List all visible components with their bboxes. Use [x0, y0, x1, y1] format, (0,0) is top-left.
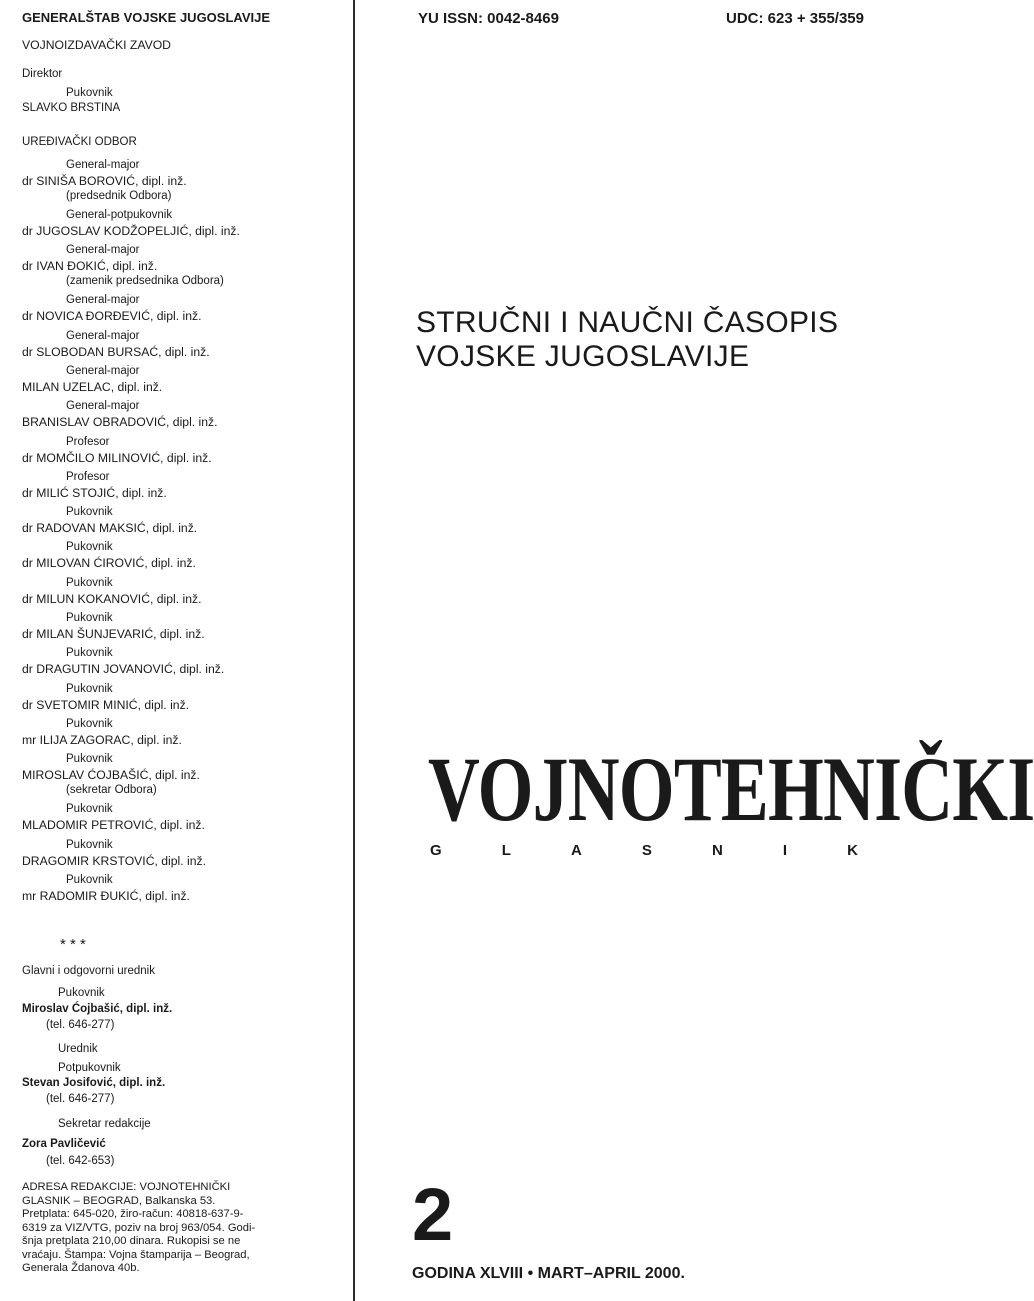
board-member-name: dr DRAGUTIN JOVANOVIĆ, dipl. inž.: [22, 662, 225, 677]
board-member-rank: Pukovnik: [66, 717, 113, 730]
issn-label: YU ISSN: 0042-8469: [418, 10, 559, 27]
masthead-subtitle-letter: K: [847, 842, 858, 859]
secretary-name: Zora Pavličević: [22, 1138, 106, 1150]
board-member-rank: Profesor: [66, 470, 110, 483]
editor-phone: (tel. 646-277): [46, 1093, 115, 1105]
board-member-name: dr SVETOMIR MINIĆ, dipl. inž.: [22, 697, 190, 712]
address-line: 6319 za VIZ/VTG, poziv na broj 963/054. Godi-: [22, 1221, 256, 1234]
board-member-rank: Pukovnik: [66, 506, 113, 519]
masthead-subtitle-letter: S: [641, 842, 652, 859]
board-member-name: dr JUGOSLAV KODŽOPELJIĆ, dipl. inž.: [22, 224, 240, 238]
board-member-name: MIROSLAV ĆOJBAŠIĆ, dipl. inž.: [22, 768, 200, 783]
board-member-note: (sekretar Odbora): [66, 784, 157, 797]
board-member-rank: Pukovnik: [66, 753, 113, 766]
udc-label: UDC: 623 + 355/359: [725, 10, 864, 27]
board-member-name: dr MILIĆ STOJIĆ, dipl. inž.: [22, 485, 167, 500]
editor-label: Urednik: [58, 1043, 98, 1055]
board-member-rank: Pukovnik: [66, 838, 113, 851]
address-block: [22, 1181, 255, 1276]
issue-number: 2: [412, 1173, 454, 1256]
board-member-rank: General-major: [66, 400, 140, 413]
board-member-name: dr RADOVAN MAKSIĆ, dipl. inž.: [22, 521, 198, 536]
masthead-subtitle-letter: G: [430, 842, 442, 859]
masthead-subtitle-letter: I: [782, 842, 788, 859]
board-member-note: (zamenik predsednika Odbora): [66, 275, 224, 288]
chief-editor-phone: (tel. 646-277): [46, 1019, 115, 1031]
separator-stars: * * *: [60, 936, 86, 953]
board-member-name: dr IVAN ĐOKIĆ, dipl. inž.: [22, 259, 158, 274]
masthead-subtitle: [430, 842, 858, 859]
board-member-rank: Pukovnik: [66, 541, 113, 554]
board-member-rank: General-major: [66, 294, 140, 307]
board-member-rank: General-major: [66, 159, 140, 171]
board-heading: UREĐIVAČKI ODBOR: [22, 136, 137, 148]
chief-editor-label: Glavni i odgovorni urednik: [22, 965, 155, 977]
masthead-subtitle-letter: A: [570, 842, 582, 859]
address-line: Generala Ždanova 40b.: [22, 1262, 140, 1274]
address-line: ADRESA REDAKCIJE: VOJNOTEHNIČKI: [22, 1181, 231, 1193]
board-member-name: MILAN UZELAC, dipl. inž.: [22, 379, 163, 394]
board-member-rank: Pukovnik: [66, 803, 113, 816]
director-rank: Pukovnik: [66, 87, 113, 99]
address-line: Pretplata: 645-020, žiro-račun: 40818-637-9-: [22, 1208, 244, 1220]
board-member-name: dr SINIŠA BOROVIĆ, dipl. inž.: [22, 174, 187, 188]
issue-date-line: GODINA XLVIII • MART–APRIL 2000.: [412, 1265, 685, 1282]
board-member-name: MLADOMIR PETROVIĆ, dipl. inž.: [22, 818, 205, 833]
director-name: SLAVKO BRSTINA: [22, 102, 121, 114]
address-line: GLASNIK – BEOGRAD, Balkanska 53.: [22, 1194, 216, 1207]
board-member-name: dr MILAN ŠUNJEVARIĆ, dipl. inž.: [22, 627, 205, 641]
board-member-name: mr RADOMIR ĐUKIĆ, dipl. inž.: [22, 888, 190, 903]
secretary-phone: (tel. 642-653): [46, 1155, 115, 1167]
board-member-rank: Pukovnik: [66, 612, 113, 624]
board-member-rank: General-potpukovnik: [66, 209, 173, 221]
masthead-title: VOJNOTEHNIČKI: [428, 738, 1034, 840]
general-staff-header: GENERALŠTAB VOJSKE JUGOSLAVIJE: [22, 10, 271, 25]
board-member-rank: Pukovnik: [66, 682, 113, 695]
board-member-name: dr MOMČILO MILINOVIĆ, dipl. inž.: [22, 450, 212, 465]
editor-name: Stevan Josifović, dipl. inž.: [22, 1077, 166, 1089]
board-member-name: dr MILOVAN ĆIROVIĆ, dipl. inž.: [22, 556, 196, 571]
secretary-label: Sekretar redakcije: [58, 1118, 151, 1130]
chief-editor-rank: Pukovnik: [58, 987, 105, 999]
board-member-name: mr ILIJA ZAGORAC, dipl. inž.: [22, 732, 182, 747]
board-member-name: dr SLOBODAN BURSAĆ, dipl. inž.: [22, 344, 210, 359]
board-member-rank: General-major: [66, 244, 140, 257]
board-member-rank: Pukovnik: [66, 873, 113, 886]
left-column: [0, 0, 350, 1301]
editor-rank: Potpukovnik: [58, 1062, 121, 1074]
address-line: vraćaju. Štampa: Vojna štamparija – Beograd,: [22, 1248, 250, 1261]
subtitle-line-1: STRUČNI I NAUČNI ČASOPIS: [416, 306, 839, 339]
publisher-name: VOJNOIZDAVAČKI ZAVOD: [22, 38, 171, 52]
board-member-note: (predsednik Odbora): [66, 190, 172, 202]
board-member-rank: General-major: [66, 364, 140, 377]
board-member-rank: Pukovnik: [66, 647, 113, 660]
board-member-name: dr MILUN KOKANOVIĆ, dipl. inž.: [22, 591, 202, 606]
masthead-subtitle-letter: L: [501, 842, 511, 859]
board-member-name: dr NOVICA ĐORĐEVIĆ, dipl. inž.: [22, 309, 202, 324]
board-member-rank: Pukovnik: [66, 576, 113, 589]
director-label: Direktor: [22, 68, 63, 80]
board-member-rank: General-major: [66, 329, 140, 342]
board-member-name: BRANISLAV OBRADOVIĆ, dipl. inž.: [22, 415, 218, 430]
chief-editor-name: Miroslav Ćojbašić, dipl. inž.: [22, 1003, 173, 1015]
masthead-subtitle-letter: N: [711, 842, 723, 859]
board-member-name: DRAGOMIR KRSTOVIĆ, dipl. inž.: [22, 853, 206, 868]
address-line: šnja pretplata 210,00 dinara. Rukopisi se ne: [22, 1235, 241, 1247]
column-divider: [353, 0, 355, 1301]
board-member-rank: Profesor: [66, 435, 110, 448]
subtitle-line-2: VOJSKE JUGOSLAVIJE: [416, 340, 750, 373]
